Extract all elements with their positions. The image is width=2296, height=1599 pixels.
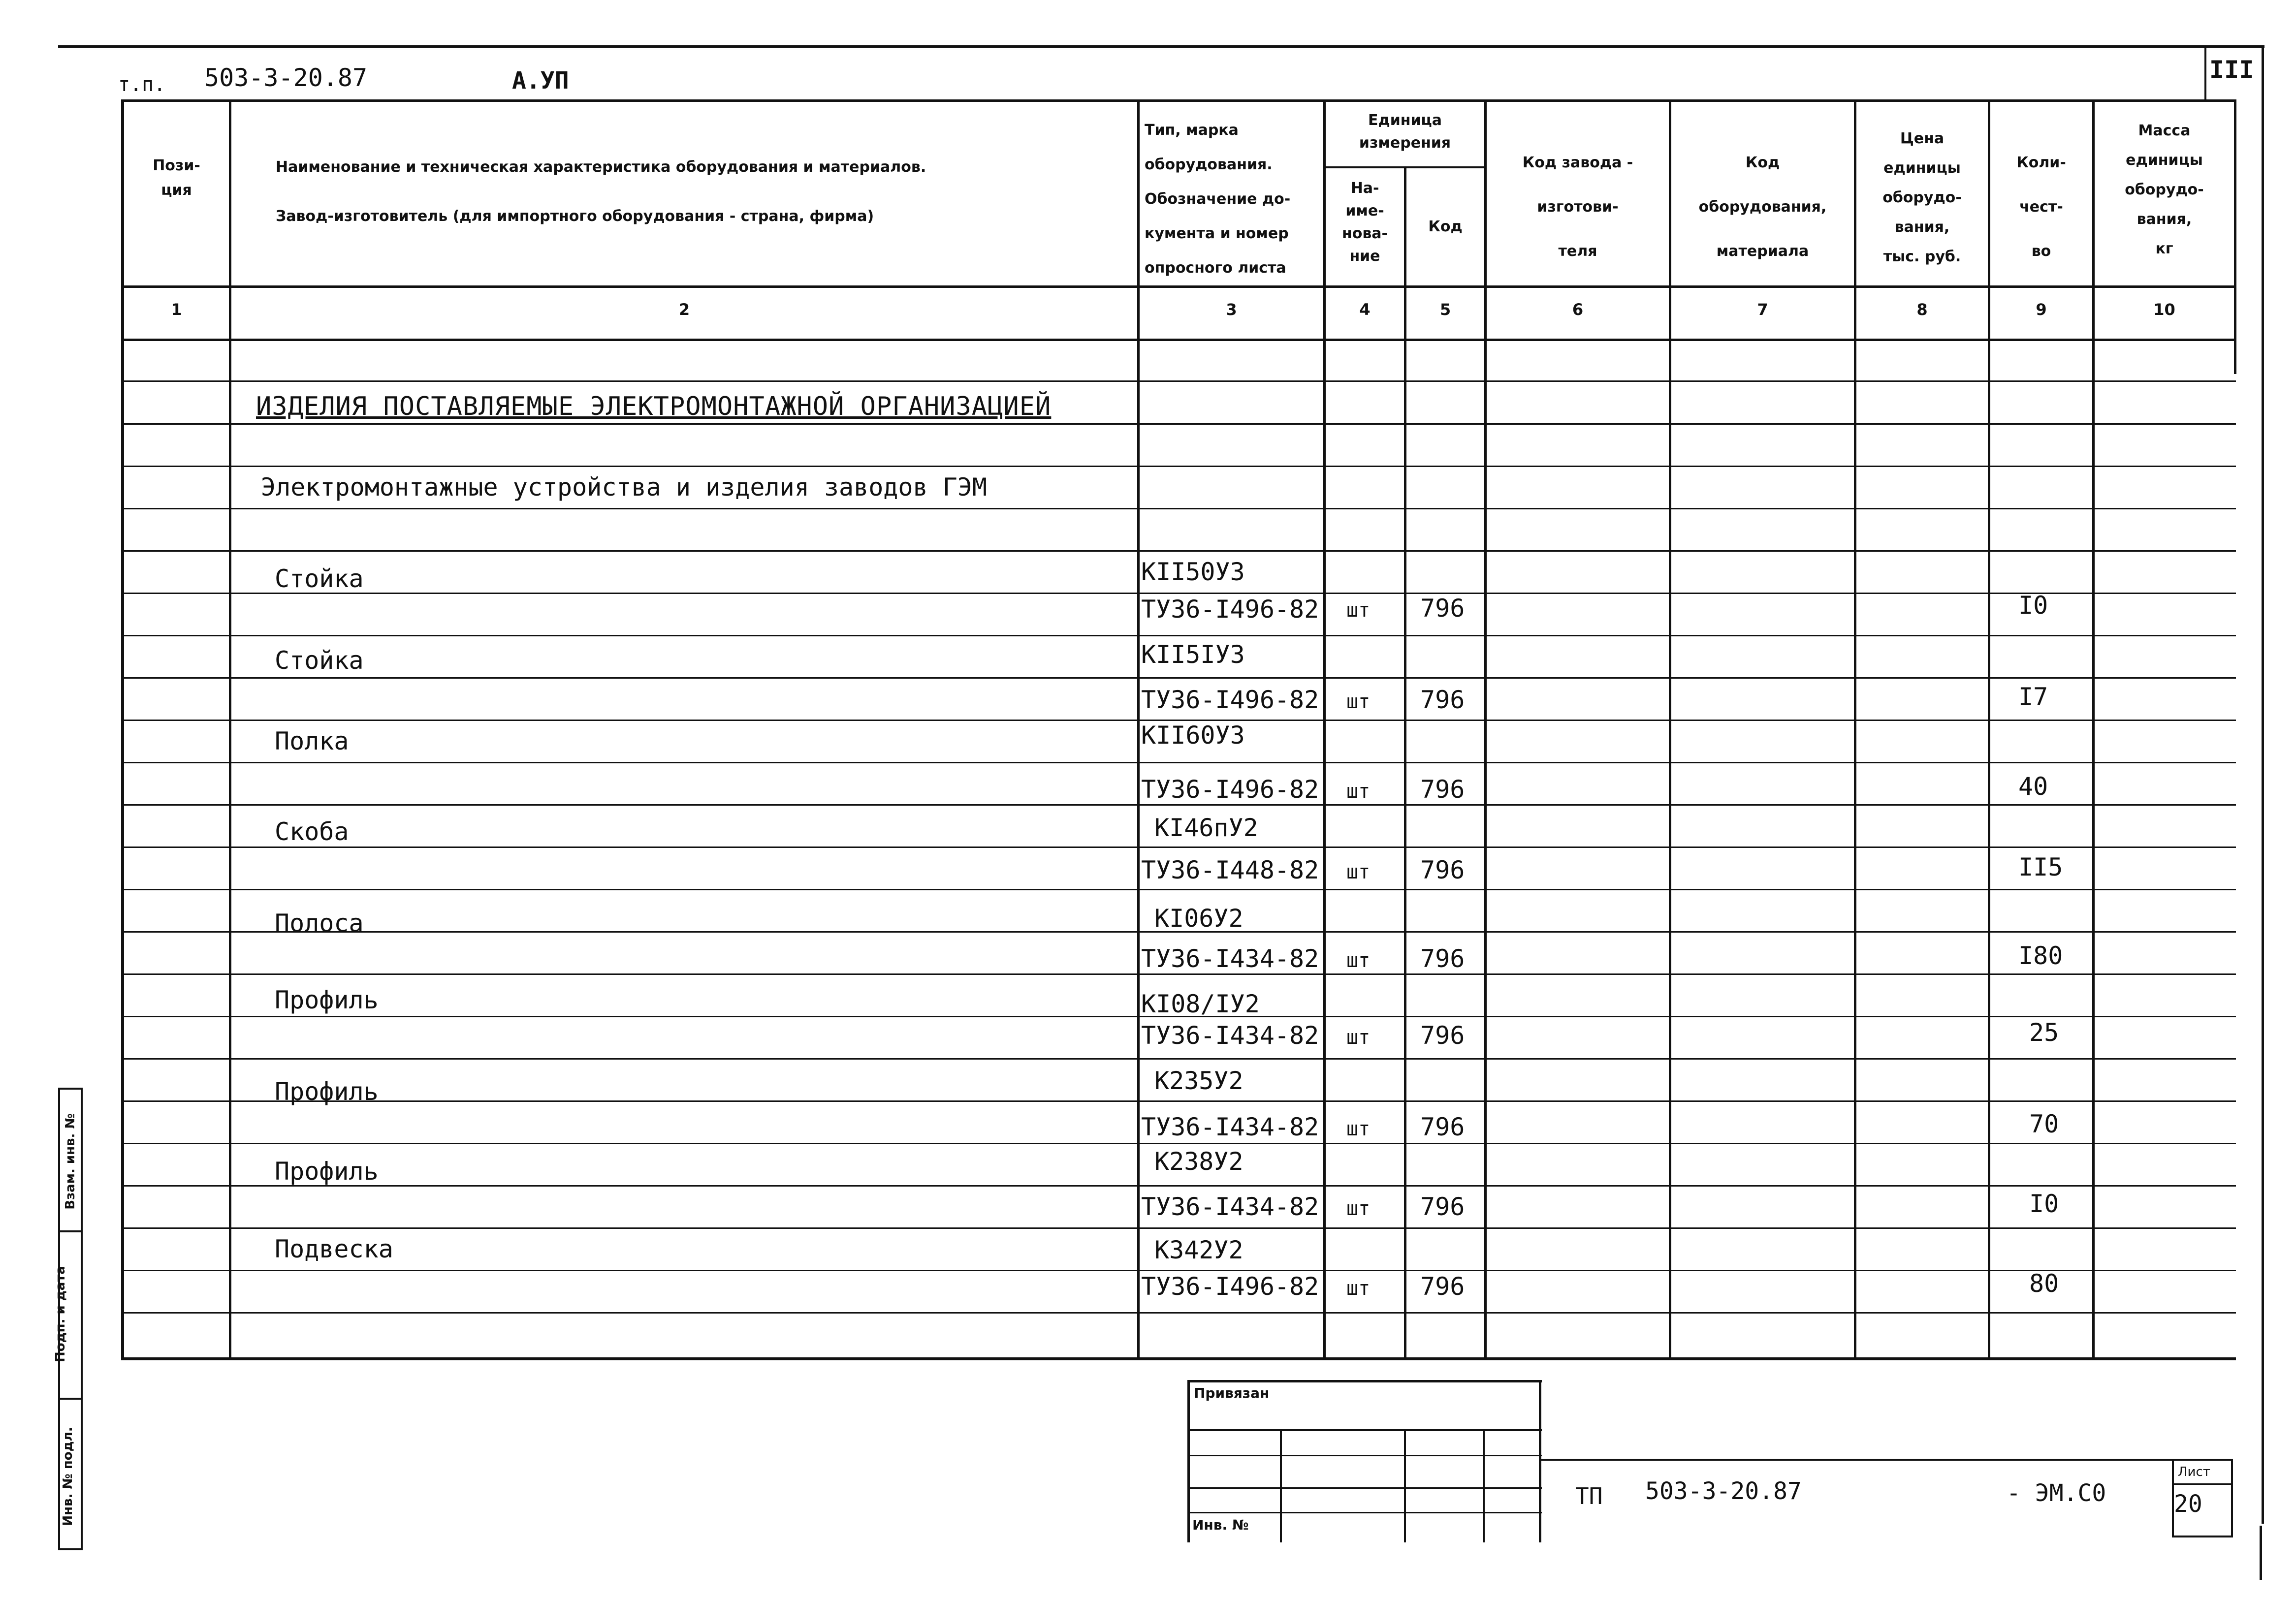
item-qty: I0 [2029, 1190, 2059, 1218]
item-mark: KI06У2 [1154, 904, 1244, 933]
header-mass: Масса единицы оборудо- вания, кг [2125, 122, 2204, 257]
item-name: Стойка [275, 646, 364, 675]
item-name: Скоба [275, 817, 349, 846]
item-name: Полка [275, 727, 349, 755]
item-mark: K235У2 [1154, 1066, 1244, 1095]
item-code: 796 [1420, 1113, 1465, 1141]
side-label-original-inv: Инв. № подл. [61, 1427, 75, 1526]
header-unit-group: Единица измерения [1359, 112, 1451, 152]
header-equipment-code: Код оборудования, материала [1698, 154, 1827, 260]
item-code: 796 [1420, 944, 1465, 973]
item-unit: шт [1346, 780, 1371, 803]
colnum-1: 1 [171, 300, 182, 319]
item-mark: KI46пУ2 [1154, 814, 1258, 842]
item-qty: I0 [2018, 591, 2048, 620]
colnum-7: 7 [1757, 300, 1768, 319]
item-name: Стойка [275, 564, 364, 593]
item-unit: шт [1346, 1118, 1371, 1140]
item-unit: шт [1346, 1277, 1371, 1300]
item-code: 796 [1420, 594, 1465, 623]
subsection-title: Электромонтажные устройства и изделия заводов ГЭМ [261, 473, 988, 502]
header-plant-code: Код завода - изготови- теля [1522, 154, 1633, 260]
item-doc: ТУ36-I496-82 [1141, 595, 1319, 624]
sheet-corner: III [2209, 56, 2254, 84]
item-qty: 70 [2029, 1110, 2059, 1138]
header-unit-code: Код [1428, 218, 1463, 235]
item-code: 796 [1420, 1272, 1465, 1301]
doc-prefix: т.п. [118, 73, 166, 96]
item-unit: шт [1346, 1197, 1371, 1220]
item-unit: шт [1346, 599, 1371, 622]
item-name: Профиль [275, 1077, 379, 1106]
item-doc: ТУ36-I448-82 [1141, 856, 1319, 884]
item-code: 796 [1420, 775, 1465, 804]
list-label: Лист [2178, 1465, 2210, 1479]
header-type: Тип, марка оборудования. Обозначение до- кумента и номер опросного листа [1145, 122, 1291, 277]
item-qty: II5 [2018, 853, 2063, 881]
item-doc: ТУ36-I496-82 [1141, 686, 1319, 714]
stamp-doc-number: 503-3-20.87 [1645, 1477, 1802, 1505]
item-code: 796 [1420, 686, 1465, 714]
item-unit: шт [1346, 861, 1371, 883]
item-qty: 25 [2029, 1018, 2059, 1047]
colnum-2: 2 [678, 300, 690, 319]
header-position: Пози- ция [153, 157, 200, 199]
item-qty: I80 [2018, 941, 2063, 970]
stamp-doc-suffix: - ЭМ.С0 [2007, 1479, 2106, 1507]
item-qty: I7 [2018, 683, 2048, 711]
item-doc: ТУ36-I496-82 [1141, 775, 1319, 804]
stamp-tp-label: ТП [1575, 1483, 1603, 1509]
item-doc: ТУ36-I434-82 [1141, 944, 1319, 973]
item-qty: 80 [2029, 1269, 2059, 1298]
item-name: Профиль [275, 986, 379, 1014]
header-price: Цена единицы оборудо- вания, тыс. руб. [1882, 130, 1962, 265]
item-code: 796 [1420, 1192, 1465, 1221]
item-mark: K238У2 [1154, 1147, 1244, 1176]
item-code: 796 [1420, 856, 1465, 884]
item-doc: ТУ36-I434-82 [1141, 1113, 1319, 1141]
inv-no-label: Инв. № [1192, 1517, 1249, 1533]
item-code: 796 [1420, 1021, 1465, 1050]
doc-number-top: 503-3-20.87 [204, 63, 368, 92]
item-name: Полоса [275, 909, 364, 938]
item-mark: KII60У3 [1141, 721, 1245, 750]
header-name: Наименование и техническая характеристика оборудования и материалов. Завод-изготовитель (для импортного оборудования - страна, фирма) [276, 158, 926, 225]
item-mark: KI08/IУ2 [1141, 990, 1260, 1018]
header-unit-name: На- име- нова- ние [1341, 180, 1388, 265]
section-title: ИЗДЕЛИЯ ПОСТАВЛЯЕМЫЕ ЭЛЕКТРОМОНТАЖНОЙ ОРГАНИЗАЦИЕЙ [256, 392, 1052, 421]
album-label: А.УП [512, 67, 569, 94]
colnum-9: 9 [2036, 300, 2047, 319]
item-unit: шт [1346, 949, 1371, 972]
privyazan-label: Привязан [1194, 1385, 1270, 1401]
item-doc: ТУ36-I434-82 [1141, 1192, 1319, 1221]
item-unit: шт [1346, 690, 1371, 713]
colnum-6: 6 [1572, 300, 1584, 319]
header-quantity: Коли- чест- во [2016, 154, 2066, 260]
item-doc: ТУ36-I496-82 [1141, 1272, 1319, 1301]
side-label-replacement-inv: Взам. инв. № [63, 1113, 78, 1210]
colnum-8: 8 [1916, 300, 1928, 319]
item-name: Подвеска [275, 1235, 393, 1263]
side-label-signature-date: Подп. и дата [53, 1266, 68, 1362]
colnum-5: 5 [1439, 300, 1451, 319]
item-unit: шт [1346, 1026, 1371, 1049]
item-mark: K342У2 [1154, 1236, 1244, 1264]
item-mark: KII50У3 [1141, 558, 1245, 586]
item-doc: ТУ36-I434-82 [1141, 1021, 1319, 1050]
colnum-3: 3 [1226, 300, 1237, 319]
item-mark: KII5IУ3 [1141, 640, 1245, 669]
colnum-10: 10 [2153, 300, 2175, 319]
item-name: Профиль [275, 1157, 379, 1186]
list-value: 20 [2174, 1490, 2202, 1518]
item-qty: 40 [2018, 772, 2048, 801]
colnum-4: 4 [1359, 300, 1371, 319]
